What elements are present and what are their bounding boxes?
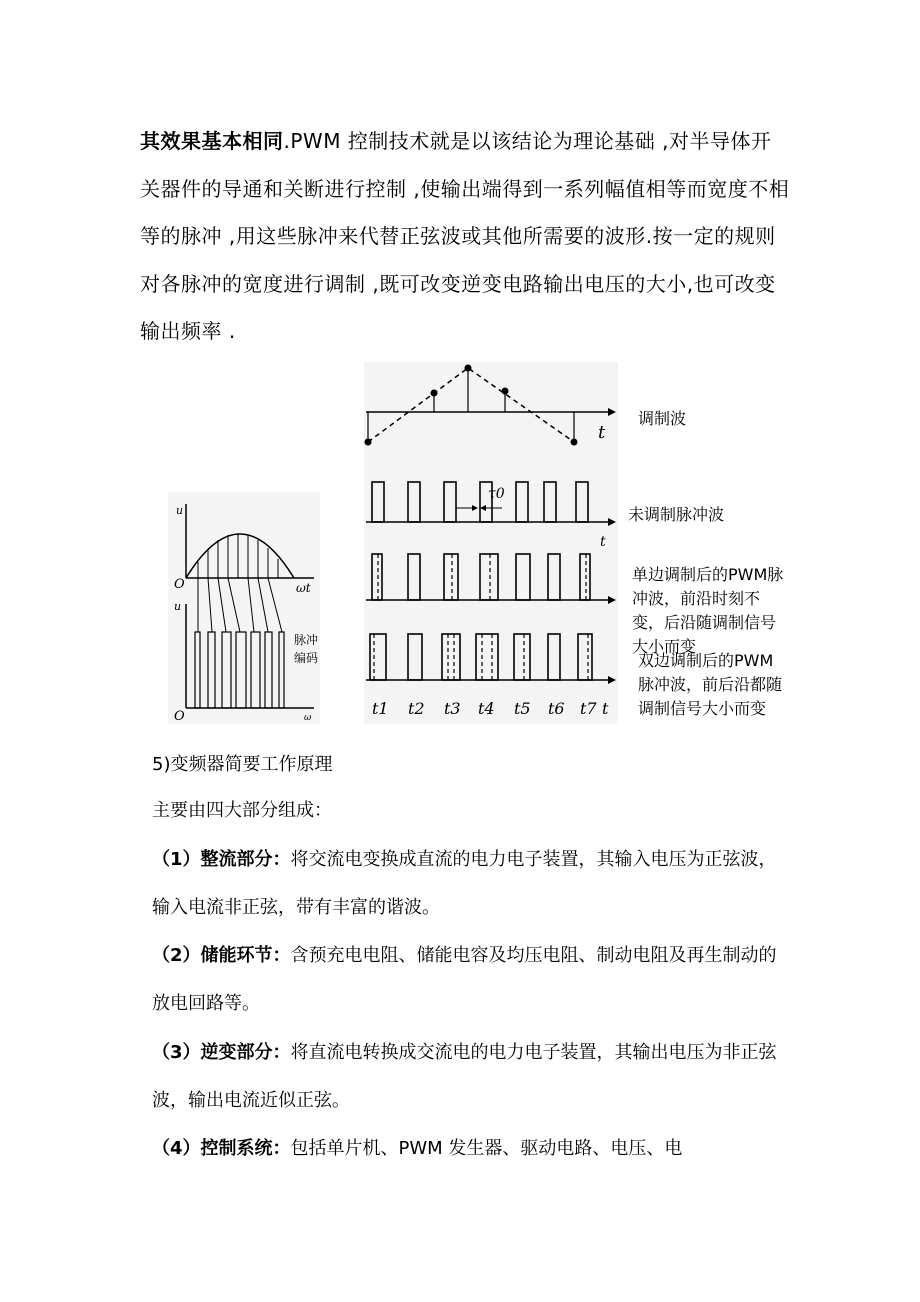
time-label-t3: t3 xyxy=(444,699,461,718)
origin-bottom: O xyxy=(174,709,185,724)
time-label-t7: t7 xyxy=(580,699,597,718)
intro-paragraph xyxy=(140,118,790,356)
item-text: 含预充电电阻、储能电容及均压电阻、制动电阻及再生制动的放电回路等。 xyxy=(152,945,777,1014)
caption-unmodulated-pulse: 未调制脉冲波 xyxy=(628,505,725,524)
sine-pulse-figure xyxy=(168,492,320,724)
item-label: （2）储能环节： xyxy=(152,945,291,966)
item-label: （1）整流部分： xyxy=(152,849,291,870)
item-text: 将直流电转换成交流电的电力电子装置，其输出电压为非正弦波，输出电流近似正弦。 xyxy=(152,1042,777,1111)
list-item xyxy=(152,1029,792,1125)
caption-modulating-wave: 调制波 xyxy=(638,409,687,428)
caption-double-edge: 双边调制后的PWM脉冲波，前后沿都随调制信号大小而变 xyxy=(638,651,783,718)
section-intro: 主要由四大部分组成： xyxy=(152,800,332,821)
list-item xyxy=(152,836,792,932)
item-text: 将交流电变换成直流的电力电子装置，其输入电压为正弦波，输入电流非正弦，带有丰富的谐波。 xyxy=(152,849,777,918)
omega-t-bottom: ω xyxy=(304,713,312,723)
figure-left-bg xyxy=(168,492,320,724)
figure-mid-bg xyxy=(364,362,618,724)
time-label-t5: t5 xyxy=(514,699,531,718)
t-axis-mod: t xyxy=(598,422,606,443)
u-label-top: u xyxy=(176,504,184,517)
intro-bold-lead: 其效果基本相同 xyxy=(140,129,284,153)
pulse-label-2: 编码 xyxy=(294,651,319,665)
tau0-label: τ0 xyxy=(488,486,505,502)
time-label-t6: t6 xyxy=(548,699,565,718)
omega-t-top: ωt xyxy=(296,581,311,595)
pwm-waveform-figure xyxy=(364,362,618,724)
list-item xyxy=(152,1125,792,1173)
t-axis-final: t xyxy=(602,699,609,718)
time-label-t1: t1 xyxy=(372,699,389,718)
time-label-t4: t4 xyxy=(478,699,495,718)
item-text: 包括单片机、PWM 发生器、驱动电路、电压、电 xyxy=(290,1138,683,1159)
item-label: （3）逆变部分： xyxy=(152,1042,291,1063)
time-label-t2: t2 xyxy=(408,699,425,718)
t-axis-unmod: t xyxy=(600,534,606,550)
origin-top: O xyxy=(174,577,185,592)
caption-single-edge: 单边调制后的PWM脉冲波，前沿时刻不变，后沿随调制信号大小而变 xyxy=(632,565,784,656)
section-heading: 5)变频器简要工作原理 xyxy=(152,754,333,775)
list-item xyxy=(152,932,792,1028)
u-label-bottom: u xyxy=(174,600,182,613)
item-label: （4）控制系统： xyxy=(152,1138,291,1159)
intro-rest: .PWM 控制技术就是以该结论为理论基础 ,对半导体开关器件的导通和关断进行控制 ,使输出端得到一系列幅值相等而宽度不相等的脉冲 ,用这些脉冲来代替正弦波或其他所需要的波形.按一定的规则对各脉冲的宽度进行调制 ,既可改变逆变电路输出电压的大小,也可改变输出频率 . xyxy=(140,129,790,343)
pulse-label-1: 脉冲 xyxy=(294,633,319,647)
